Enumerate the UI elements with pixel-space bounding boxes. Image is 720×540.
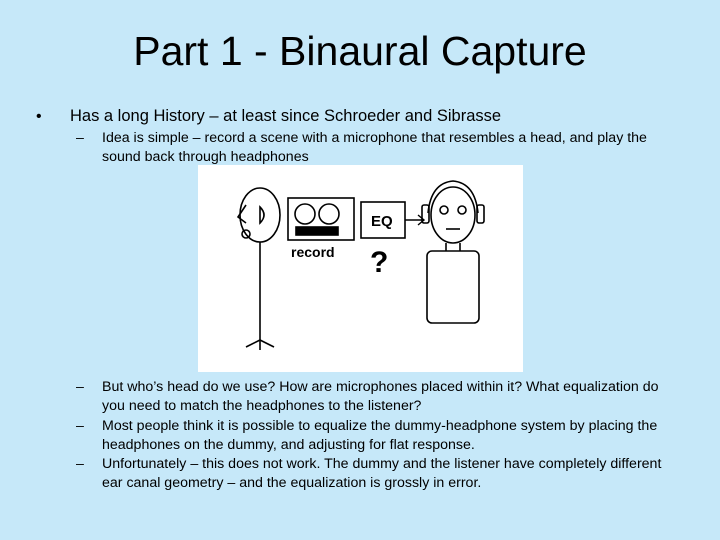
bullet-text: Has a long History – at least since Schroeder and Sibrasse [70, 107, 502, 125]
sub-item-unfortunately [76, 455, 676, 492]
slide-title: Part 1 - Binaural Capture [133, 28, 587, 74]
sub-item-text: Idea is simple – record a scene with a microphone that resembles a head, and play the sound back through headphones [102, 130, 647, 165]
question-mark: ? [370, 246, 389, 279]
sub-item-whose-head [76, 378, 676, 415]
sub-item-text: Unfortunately – this does not work. The dummy and the listener have completely different ear canal geometry – and the equalization is grossly in error. [102, 456, 662, 491]
sub-item-idea [76, 129, 676, 166]
diagram-svg [198, 165, 523, 372]
dash-marker: – [76, 379, 84, 395]
eq-label: EQ [371, 213, 393, 230]
listener-icon [422, 181, 484, 323]
bullet-marker: • [36, 108, 42, 125]
sub-item-equalize [76, 417, 676, 454]
recorder-icon [288, 198, 354, 240]
record-label: record [291, 244, 335, 260]
arrow-icon [405, 215, 424, 225]
dash-marker: – [76, 456, 84, 472]
dash-marker: – [76, 130, 84, 146]
sub-item-text: Most people think it is possible to equalize the dummy-headphone system by placing the headphones on the dummy, and adjusting for flat response. [102, 418, 658, 453]
dummy-head-icon [238, 188, 280, 350]
dash-marker: – [76, 418, 84, 434]
binaural-diagram [198, 165, 523, 372]
sub-item-text: But who’s head do we use? How are microphones placed within it? What equalization do you need to match the headphones to the listener? [102, 379, 659, 414]
